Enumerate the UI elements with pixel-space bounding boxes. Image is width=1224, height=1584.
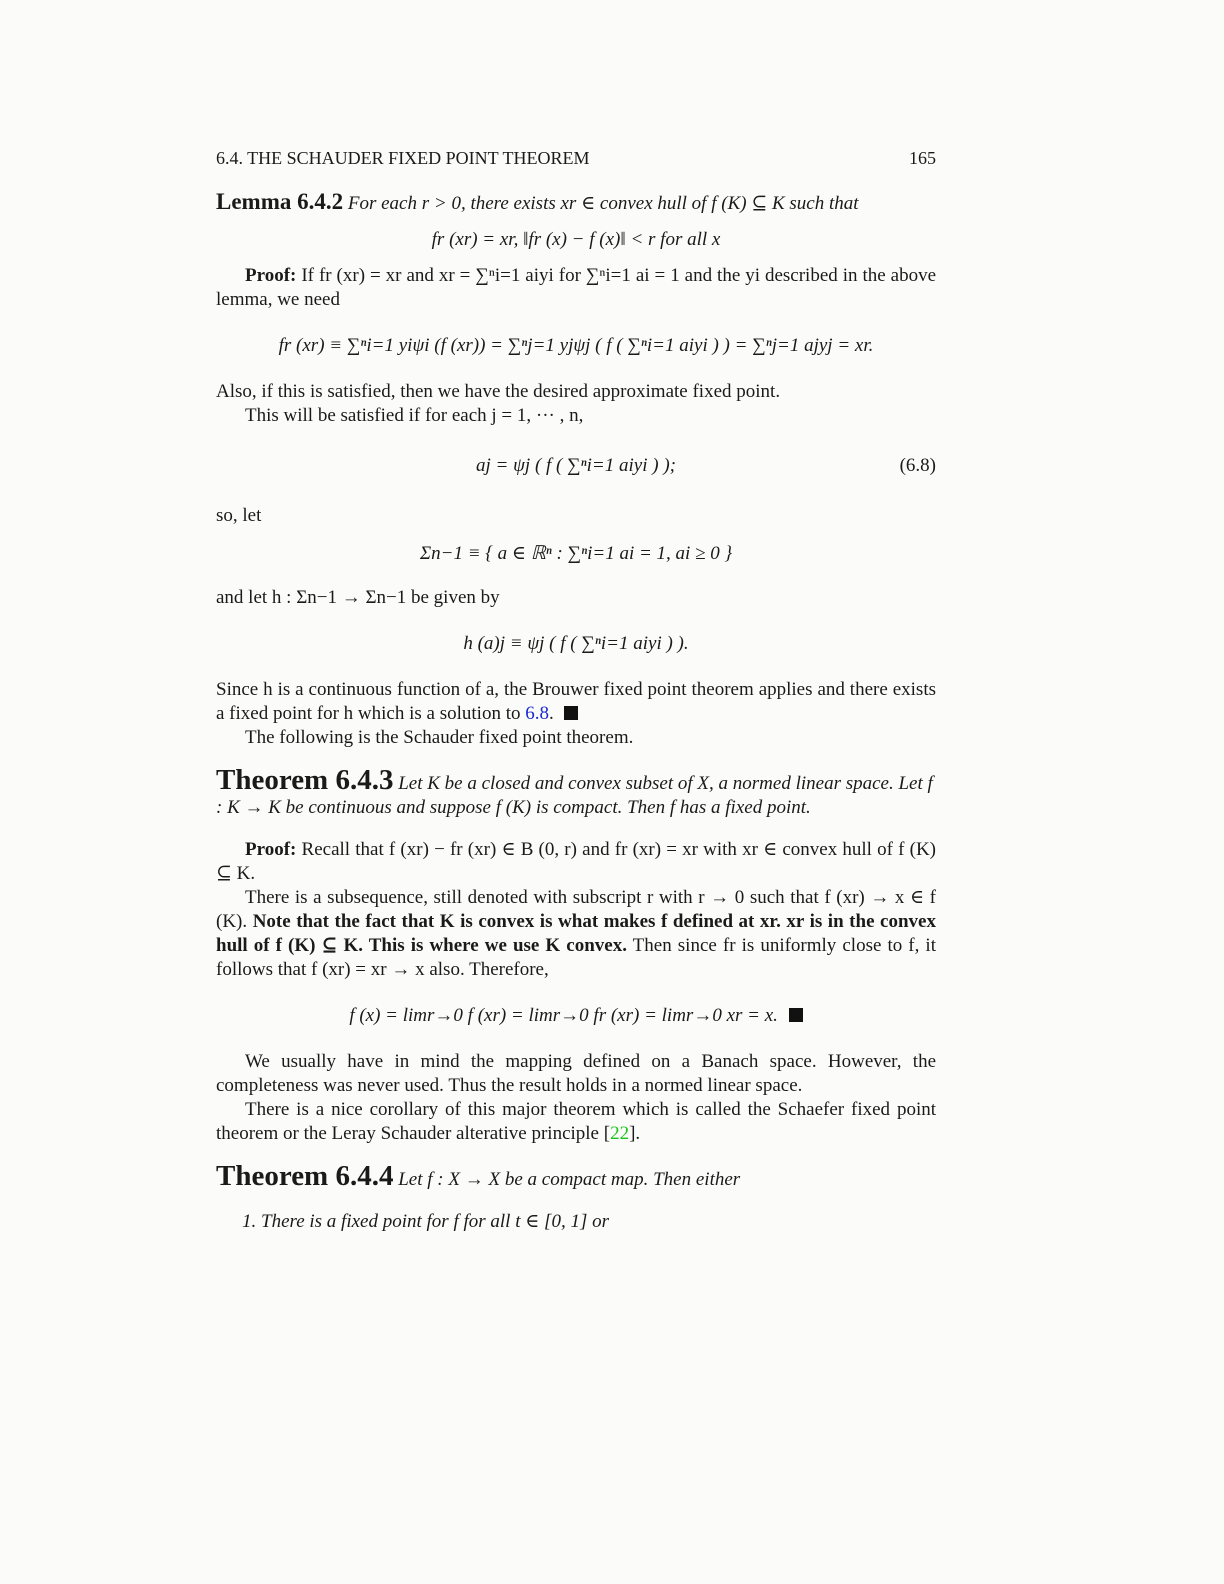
header-title: 6.4. THE SCHAUDER FIXED POINT THEOREM: [216, 148, 590, 168]
lemma-statement: For each r > 0, there exists xr ∈ convex hull of f (K) ⊆ K such that: [347, 193, 859, 214]
qed-symbol-2: [789, 1008, 803, 1022]
proof-2-paragraph: [216, 838, 936, 886]
proof-text-6: [216, 678, 936, 726]
lemma-6-4-2: [216, 190, 936, 216]
theorem-title: Theorem 6.4.3: [216, 764, 394, 796]
closing-text-2a: There is a nice corollary of this major theorem which is called the Schaefer fixed point theorem or the Leray Schauder alterative principle [: [216, 1099, 936, 1144]
display-equation-fr: fr (xr) ≡ ∑ⁿi=1 yiψi (f (xr)) = ∑ⁿj=1 yjψj ( f ( ∑ⁿi=1 aiyi ) ) = ∑ⁿj=1 ajyj = xr.: [278, 335, 874, 356]
theorem-4-statement: Let f : X → X be a compact map. Then either: [398, 1169, 741, 1190]
running-header: [216, 146, 936, 170]
closing-text-2: [216, 1098, 936, 1146]
proof-text-2: Also, if this is satisfied, then we have the desired approximate fixed point.: [216, 381, 781, 402]
theorem-6-4-3: [216, 764, 936, 820]
proof-paragraph: [216, 264, 936, 312]
lemma-title: Lemma 6.4.2: [216, 189, 344, 214]
h-definition: h (a)j ≡ ψj ( f ( ∑ⁿi=1 aiyi ) ).: [463, 633, 689, 654]
simplex-definition: Σn−1 ≡ { a ∈ ℝⁿ : ∑ⁿi=1 ai = 1, ai ≥ 0 }: [419, 543, 733, 564]
proof-label: Proof:: [245, 265, 297, 286]
theorem-4-title: Theorem 6.4.4: [216, 1160, 394, 1192]
proof-2-text-2b: Then since fr is uniformly close to f, it follows that f (xr) = xr → x also. Therefore,: [216, 935, 936, 980]
proof-2-text: Recall that f (xr) − fr (xr) ∈ B (0, r) and fr (xr) = xr with xr ∈ convex hull of f (K) ⊆ K.: [216, 839, 937, 884]
proof-text-3: This will be satisfied if for each j = 1, ··· , n,: [245, 405, 584, 426]
proof-2-label: Proof:: [245, 839, 297, 860]
theorem-4-item-1: 1. There is a fixed point for f for all t ∈ [0, 1] or: [242, 1211, 609, 1232]
page-number: 165: [909, 148, 936, 168]
proof-text-5: and let h : Σn−1 → Σn−1 be given by: [216, 587, 500, 608]
equation-number: (6.8): [899, 455, 936, 476]
closing-text-1: We usually have in mind the mapping defined on a Banach space. However, the completeness was never used. Thus the result holds in a normed linear space.: [216, 1051, 936, 1096]
equation-6-8: [216, 454, 936, 478]
page: [216, 146, 936, 1234]
proof-text: If fr (xr) = xr and xr = ∑ⁿi=1 aiyi for ∑ⁿi=1 ai = 1 and the yi described in the above lemma, we need: [216, 265, 936, 310]
citation-link[interactable]: 22: [610, 1123, 630, 1144]
lemma-display-equation: fr (xr) = xr, ‖fr (x) − f (x)‖ < r for all x: [431, 229, 721, 250]
proof-text-6a: Since h is a continuous function of a, the Brouwer fixed point theorem applies and there exists a fixed point for h which is a solution to: [216, 679, 936, 724]
proof-2-text-2a: There is a subsequence, still denoted with subscript r with r → 0 such that f (xr) → x ∈ f (K).: [216, 887, 936, 932]
proof-text-7: The following is the Schauder fixed point theorem.: [245, 727, 634, 748]
limit-equation-body: f (x) = limr→0 f (xr) = limr→0 fr (xr) = limr→0 xr = x.: [349, 1005, 778, 1026]
proof-2-emphasis: Note that the fact that K is convex is what makes f defined at xr. xr is in the convex hull of f (K) ⊆ K. This is where we use K convex.: [216, 911, 936, 956]
equation-6-8-body: aj = ψj ( f ( ∑ⁿi=1 aiyi ) );: [476, 455, 676, 476]
theorem-6-4-4: [216, 1160, 936, 1192]
proof-text-6b: .: [548, 703, 554, 724]
theorem-statement: Let K be a closed and convex subset of X, a normed linear space. Let f : K → K be continuous and suppose f (K) is compact. Then f has a fixed point.: [216, 773, 933, 818]
equation-reference-link[interactable]: 6.8: [525, 703, 549, 724]
proof-text-4: so, let: [216, 505, 262, 526]
qed-symbol: [564, 706, 578, 720]
closing-text-2b: ].: [629, 1123, 641, 1144]
limit-equation: [216, 1004, 936, 1028]
proof-2-text-2: [216, 886, 936, 982]
